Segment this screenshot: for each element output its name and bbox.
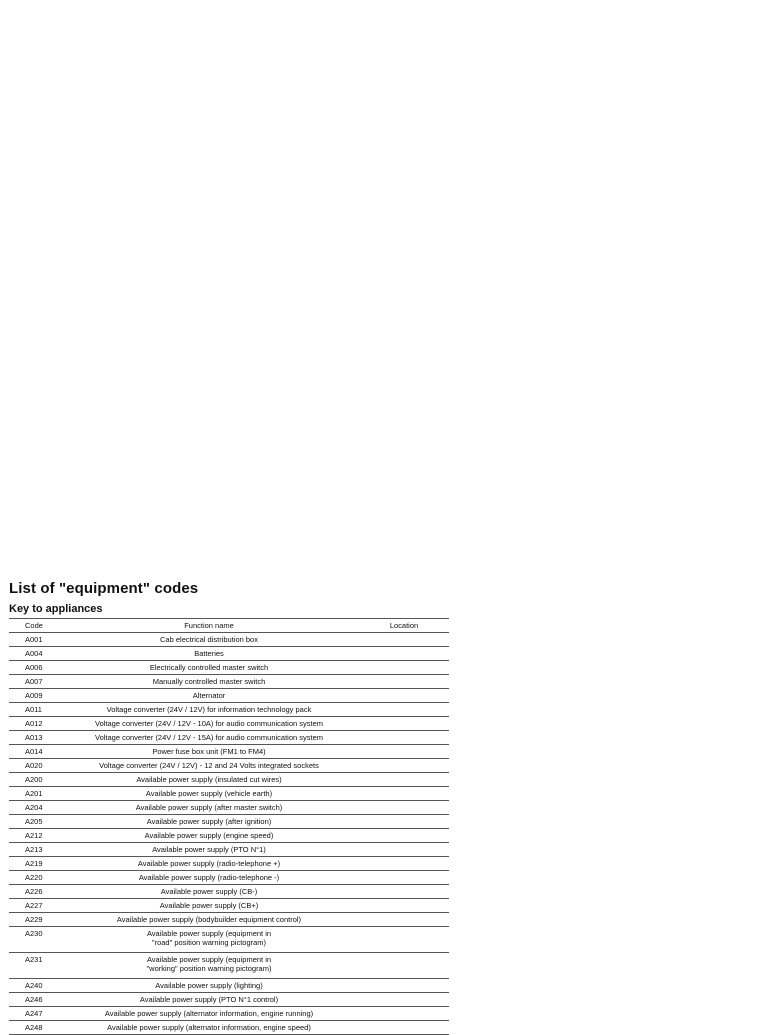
table-row: [9, 703, 449, 717]
table-row: [9, 899, 449, 913]
cell-function-name: Voltage converter (24V / 12V - 15A) for audio communication system: [59, 731, 359, 745]
cell-function-name: Voltage converter (24V / 12V) for information technology pack: [59, 703, 359, 717]
cell-code: A230: [9, 927, 59, 953]
table-body: [9, 633, 449, 1035]
cell-code: A201: [9, 787, 59, 801]
equipment-codes-table: [9, 618, 449, 1035]
table-row: [9, 815, 449, 829]
cell-code: A240: [9, 979, 59, 993]
cell-function-name: Available power supply (radio-telephone +): [59, 857, 359, 871]
equipment-codes-table-container: [9, 618, 449, 1035]
table-row: [9, 717, 449, 731]
table-row: [9, 993, 449, 1007]
cell-location: [359, 773, 449, 787]
cell-function-name: Available power supply (PTO N°1): [59, 843, 359, 857]
cell-code: A009: [9, 689, 59, 703]
cell-code: A248: [9, 1021, 59, 1035]
cell-function-name: Alternator: [59, 689, 359, 703]
table-row: [9, 871, 449, 885]
cell-location: [359, 1007, 449, 1021]
cell-location: [359, 661, 449, 675]
cell-location: [359, 953, 449, 979]
cell-code: A246: [9, 993, 59, 1007]
cell-function-name: Available power supply (engine speed): [59, 829, 359, 843]
cell-function-name: Voltage converter (24V / 12V - 10A) for audio communication system: [59, 717, 359, 731]
table-row: [9, 1021, 449, 1035]
cell-location: [359, 927, 449, 953]
cell-location: [359, 675, 449, 689]
cell-function-name: Power fuse box unit (FM1 to FM4): [59, 745, 359, 759]
table-row: [9, 759, 449, 773]
cell-function-name: Manually controlled master switch: [59, 675, 359, 689]
cell-function-name: Available power supply (equipment in "road" position warning pictogram): [59, 927, 359, 953]
table-row: [9, 979, 449, 993]
table-row: [9, 647, 449, 661]
table-row: [9, 829, 449, 843]
cell-location: [359, 745, 449, 759]
table-row: [9, 787, 449, 801]
cell-location: [359, 703, 449, 717]
cell-function-name: Available power supply (alternator information, engine speed): [59, 1021, 359, 1035]
table-row: [9, 885, 449, 899]
cell-function-name: Available power supply (alternator information, engine running): [59, 1007, 359, 1021]
table-row: [9, 857, 449, 871]
cell-function-name: Available power supply (radio-telephone -): [59, 871, 359, 885]
cell-function-name: Available power supply (CB+): [59, 899, 359, 913]
cell-location: [359, 899, 449, 913]
cell-code: A006: [9, 661, 59, 675]
cell-code: A213: [9, 843, 59, 857]
cell-code: A229: [9, 913, 59, 927]
cell-location: [359, 885, 449, 899]
cell-function-name: Electrically controlled master switch: [59, 661, 359, 675]
table-row: [9, 927, 449, 953]
cell-location: [359, 913, 449, 927]
cell-code: A205: [9, 815, 59, 829]
cell-function-name: Available power supply (CB-): [59, 885, 359, 899]
column-header-function-name: Function name: [59, 619, 359, 633]
cell-location: [359, 857, 449, 871]
table-row: [9, 843, 449, 857]
cell-location: [359, 829, 449, 843]
cell-function-name: Available power supply (insulated cut wires): [59, 773, 359, 787]
page-title: List of "equipment" codes: [9, 580, 199, 597]
cell-location: [359, 689, 449, 703]
cell-location: [359, 717, 449, 731]
cell-function-name: Cab electrical distribution box: [59, 633, 359, 647]
cell-code: A231: [9, 953, 59, 979]
cell-location: [359, 759, 449, 773]
cell-function-name: Available power supply (after ignition): [59, 815, 359, 829]
table-row: [9, 675, 449, 689]
cell-code: A227: [9, 899, 59, 913]
table-row: [9, 801, 449, 815]
cell-code: A200: [9, 773, 59, 787]
section-subtitle: Key to appliances: [9, 603, 103, 615]
cell-location: [359, 633, 449, 647]
cell-function-name: Voltage converter (24V / 12V) - 12 and 24 Volts integrated sockets: [59, 759, 359, 773]
cell-location: [359, 871, 449, 885]
cell-code: A226: [9, 885, 59, 899]
cell-function-name: Available power supply (bodybuilder equipment control): [59, 913, 359, 927]
cell-code: A204: [9, 801, 59, 815]
cell-code: A011: [9, 703, 59, 717]
cell-location: [359, 843, 449, 857]
column-header-code: Code: [9, 619, 59, 633]
cell-code: A001: [9, 633, 59, 647]
table-header-row: [9, 619, 449, 633]
cell-function-name: Batteries: [59, 647, 359, 661]
cell-function-name: Available power supply (equipment in "working" position warning pictogram): [59, 953, 359, 979]
table-row: [9, 633, 449, 647]
cell-function-name: Available power supply (after master switch): [59, 801, 359, 815]
cell-function-name: Available power supply (lighting): [59, 979, 359, 993]
cell-location: [359, 815, 449, 829]
cell-code: A247: [9, 1007, 59, 1021]
table-row: [9, 731, 449, 745]
cell-location: [359, 647, 449, 661]
table-row: [9, 745, 449, 759]
cell-location: [359, 787, 449, 801]
cell-function-name: Available power supply (vehicle earth): [59, 787, 359, 801]
cell-code: A004: [9, 647, 59, 661]
table-row: [9, 689, 449, 703]
cell-code: A020: [9, 759, 59, 773]
table-row: [9, 661, 449, 675]
cell-code: A012: [9, 717, 59, 731]
cell-location: [359, 993, 449, 1007]
cell-code: A013: [9, 731, 59, 745]
table-row: [9, 913, 449, 927]
table-row: [9, 1007, 449, 1021]
cell-code: A014: [9, 745, 59, 759]
cell-code: A219: [9, 857, 59, 871]
cell-location: [359, 979, 449, 993]
table-row: [9, 773, 449, 787]
table-row: [9, 953, 449, 979]
cell-location: [359, 801, 449, 815]
cell-location: [359, 731, 449, 745]
cell-location: [359, 1021, 449, 1035]
cell-code: A212: [9, 829, 59, 843]
cell-function-name: Available power supply (PTO N°1 control): [59, 993, 359, 1007]
column-header-location: Location: [359, 619, 449, 633]
cell-code: A007: [9, 675, 59, 689]
cell-code: A220: [9, 871, 59, 885]
